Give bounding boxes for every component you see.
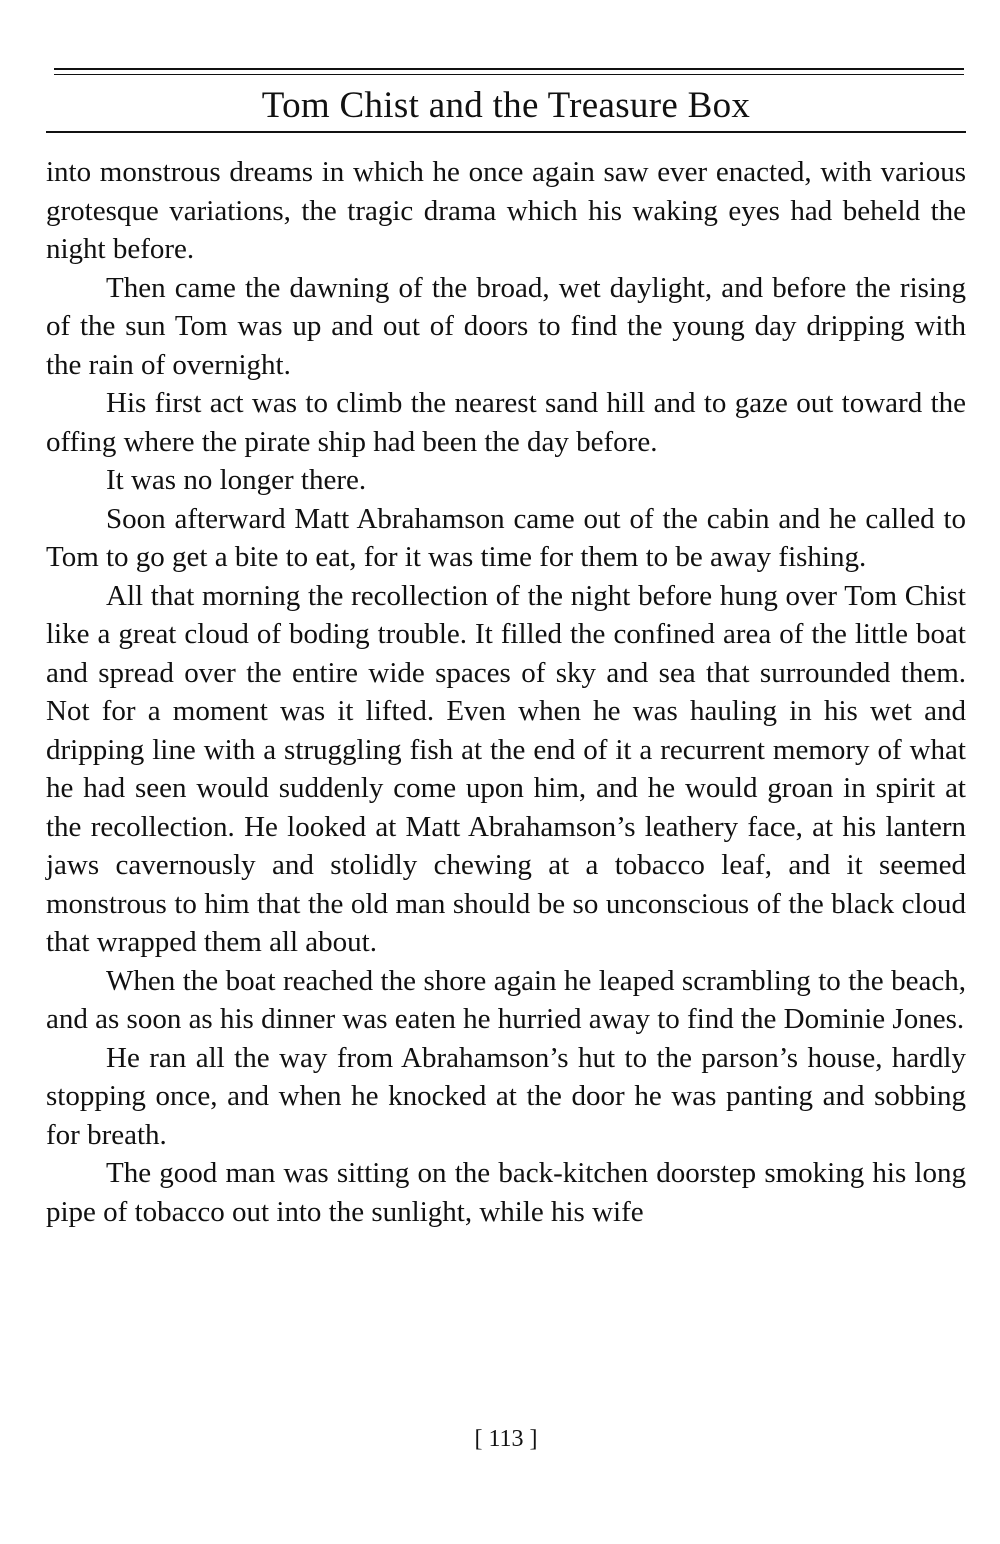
paragraph: He ran all the way from Abrahamson’s hut to the parson’s house, hardly stopping once, and when he knocked at the door he was panting and sobbing for breath. [46,1041,966,1151]
paragraph: Then came the dawning of the broad, wet daylight, and before the rising of the sun Tom was up and out of doors to find the young day dripping with the rain of overnight. [46,271,966,381]
paragraph: All that morning the recollection of the night before hung over Tom Chist like a great cloud of boding trouble. It filled the confined area of the little boat and spread over the entire wide spaces of sky and sea that surrounded them. Not for a moment was it lifted. Even when he was hauling in his wet and dripping line with a struggling fish at the end of it a recurrent memory of what he had seen would suddenly come upon him, and he would groan in spirit at the recollection. He looked at Matt Abrahamson’s leathery face, at his lantern jaws cavernously and stolidly chewing at a tobacco leaf, and it seemed monstrous to him that the old man should be so unconscious of the black cloud that wrapped them all about. [46,579,966,958]
paragraph: When the boat reached the shore again he leaped scrambling to the beach, and as soon as his dinner was eaten he hurried away to find the Dominie Jones. [46,964,966,1035]
page-number: [ 113 ] [474,1426,538,1452]
paragraph: The good man was sitting on the back-kitchen doorstep smoking his long pipe of tobacco out into the sunlight, while his wife [46,1157,966,1228]
body-text [46,153,966,1231]
paragraph: His first act was to climb the nearest sand hill and to gaze out toward the offing where the pirate ship had been the day before. [46,387,966,458]
paragraph: Soon afterward Matt Abrahamson came out of the cabin and he called to Tom to go get a bite to eat, for it was time for them to be away fishing. [46,502,966,573]
top-double-rule-upper [54,68,964,70]
header-rule [46,131,966,133]
top-double-rule-lower [54,74,964,75]
paragraph: It was no longer there. [106,464,367,496]
running-head-title: Tom Chist and the Treasure Box [261,85,751,126]
paragraph: into monstrous dreams in which he once again saw ever enacted, with various grotesque variations, the tragic drama which his waking eyes had beheld the night before. [46,156,966,265]
